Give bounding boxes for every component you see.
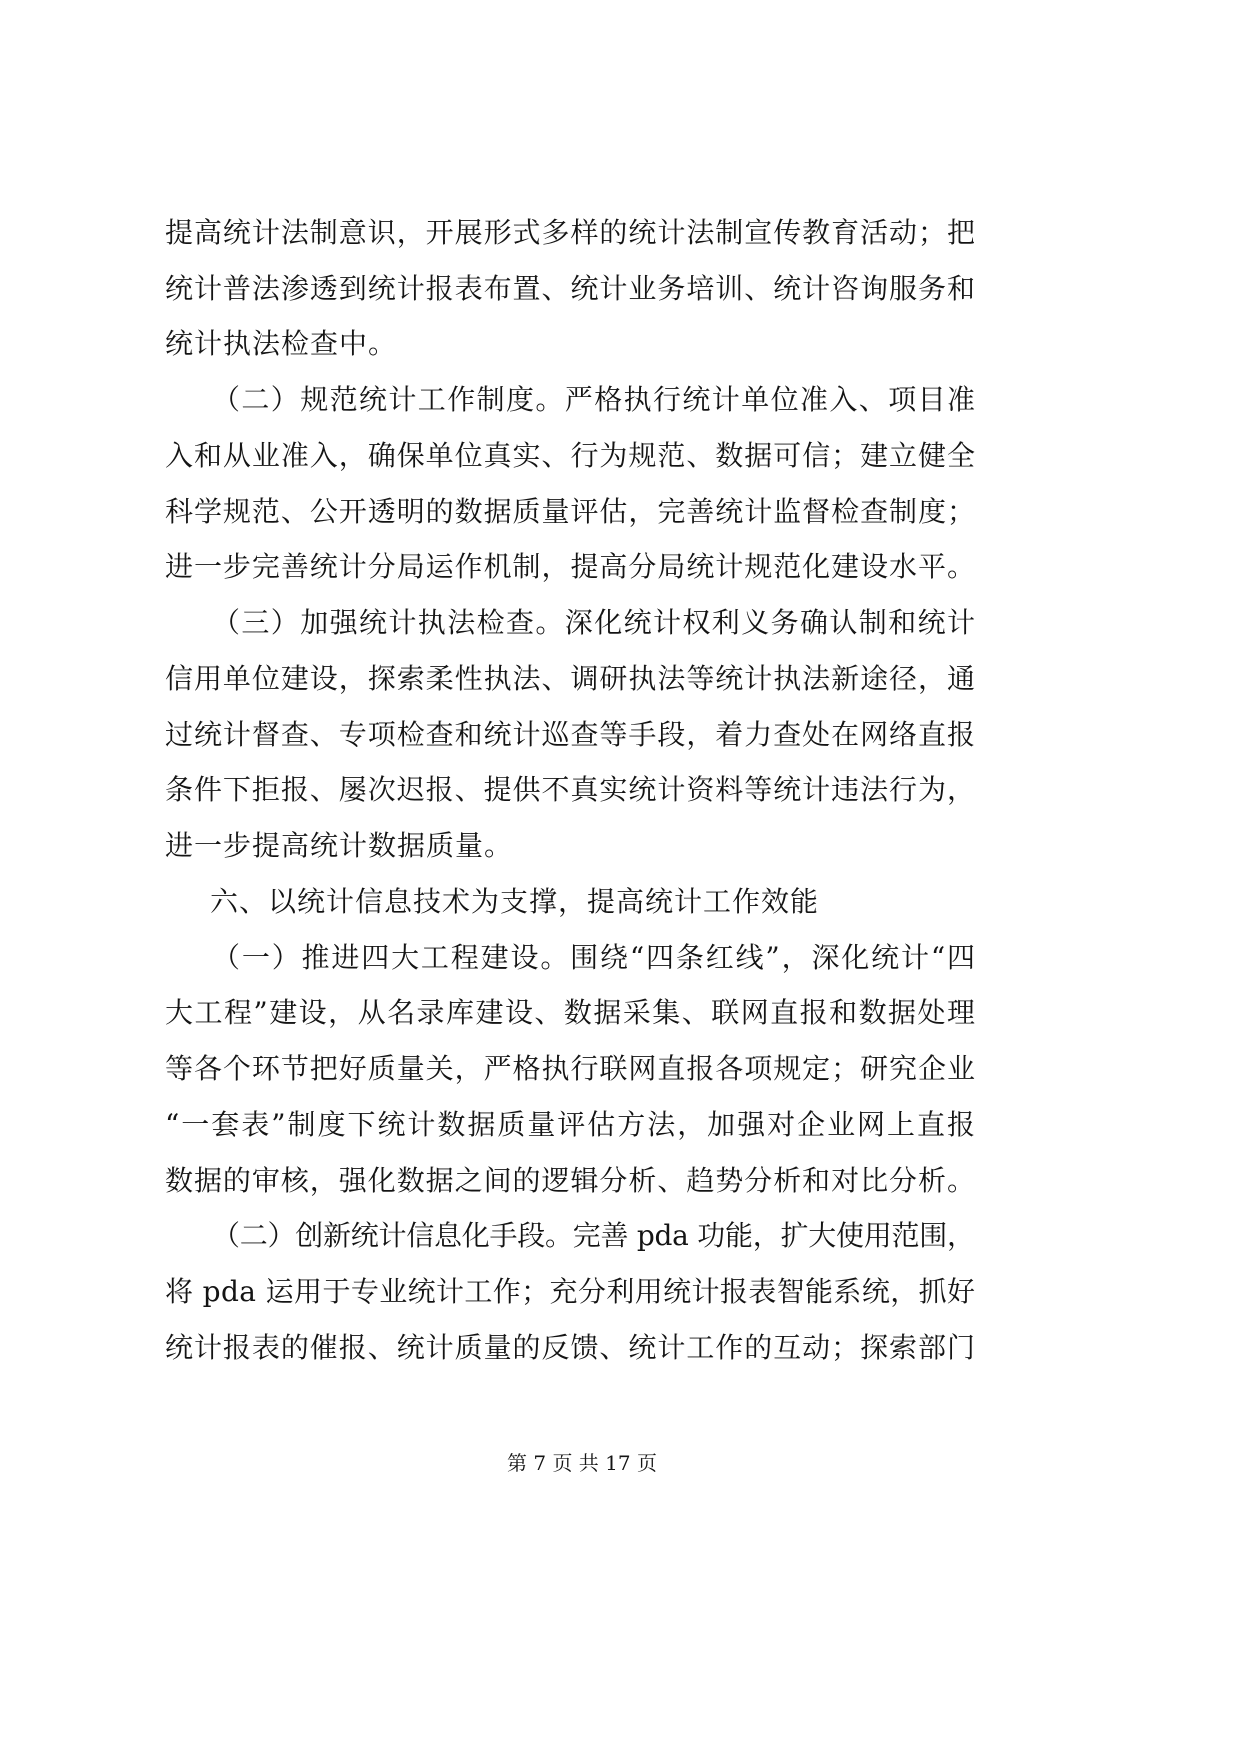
text-line: （一）推进四大工程建设。围绕“四条红线”，深化统计“四 [212,941,977,974]
text-line: 条件下拒报、屡次迟报、提供不真实统计资料等统计违法行为， [165,773,976,806]
text-line: （二）创新统计信息化手段。完善 pda 功能，扩大使用范围， [212,1219,975,1252]
text-line: （二）规范统计工作制度。严格执行统计单位准入、项目准 [212,383,977,416]
text-line: 进一步完善统计分局运作机制，提高分局统计规范化建设水平。 [165,550,976,583]
text-line: 统计报表的催报、统计质量的反馈、统计工作的互动；探索部门 [165,1331,976,1364]
text-line: 进一步提高统计数据质量。 [165,829,514,862]
heading-line: 六、以统计信息技术为支撑，提高统计工作效能 [210,885,820,918]
text-line: 统计执法检查中。 [165,327,398,360]
text-line: 统计普法渗透到统计报表布置、统计业务培训、统计咨询服务和 [165,272,976,305]
text-line: 数据的审核，强化数据之间的逻辑分析、趋势分析和对比分析。 [165,1164,976,1197]
page-number-footer: 第 7 页 共 17 页 [507,1451,657,1475]
text-line: 入和从业准入，确保单位真实、行为规范、数据可信；建立健全 [165,439,976,472]
text-line: 提高统计法制意识，开展形式多样的统计法制宣传教育活动；把 [165,216,976,249]
text-line: （三）加强统计执法检查。深化统计权利义务确认制和统计 [212,606,977,639]
text-line: 大工程”建设，从名录库建设、数据采集、联网直报和数据处理 [165,996,977,1029]
text-line: 过统计督查、专项检查和统计巡查等手段，着力查处在网络直报 [165,718,976,751]
text-line: 科学规范、公开透明的数据质量评估，完善统计监督检查制度； [165,495,976,528]
text-line: 等各个环节把好质量关，严格执行联网直报各项规定；研究企业 [165,1052,976,1085]
text-line: 信用单位建设，探索柔性执法、调研执法等统计执法新途径，通 [165,662,976,695]
text-line: 将 pda 运用于专业统计工作；充分利用统计报表智能系统，抓好 [165,1275,976,1308]
text-line: “一套表”制度下统计数据质量评估方法，加强对企业网上直报 [165,1108,977,1141]
